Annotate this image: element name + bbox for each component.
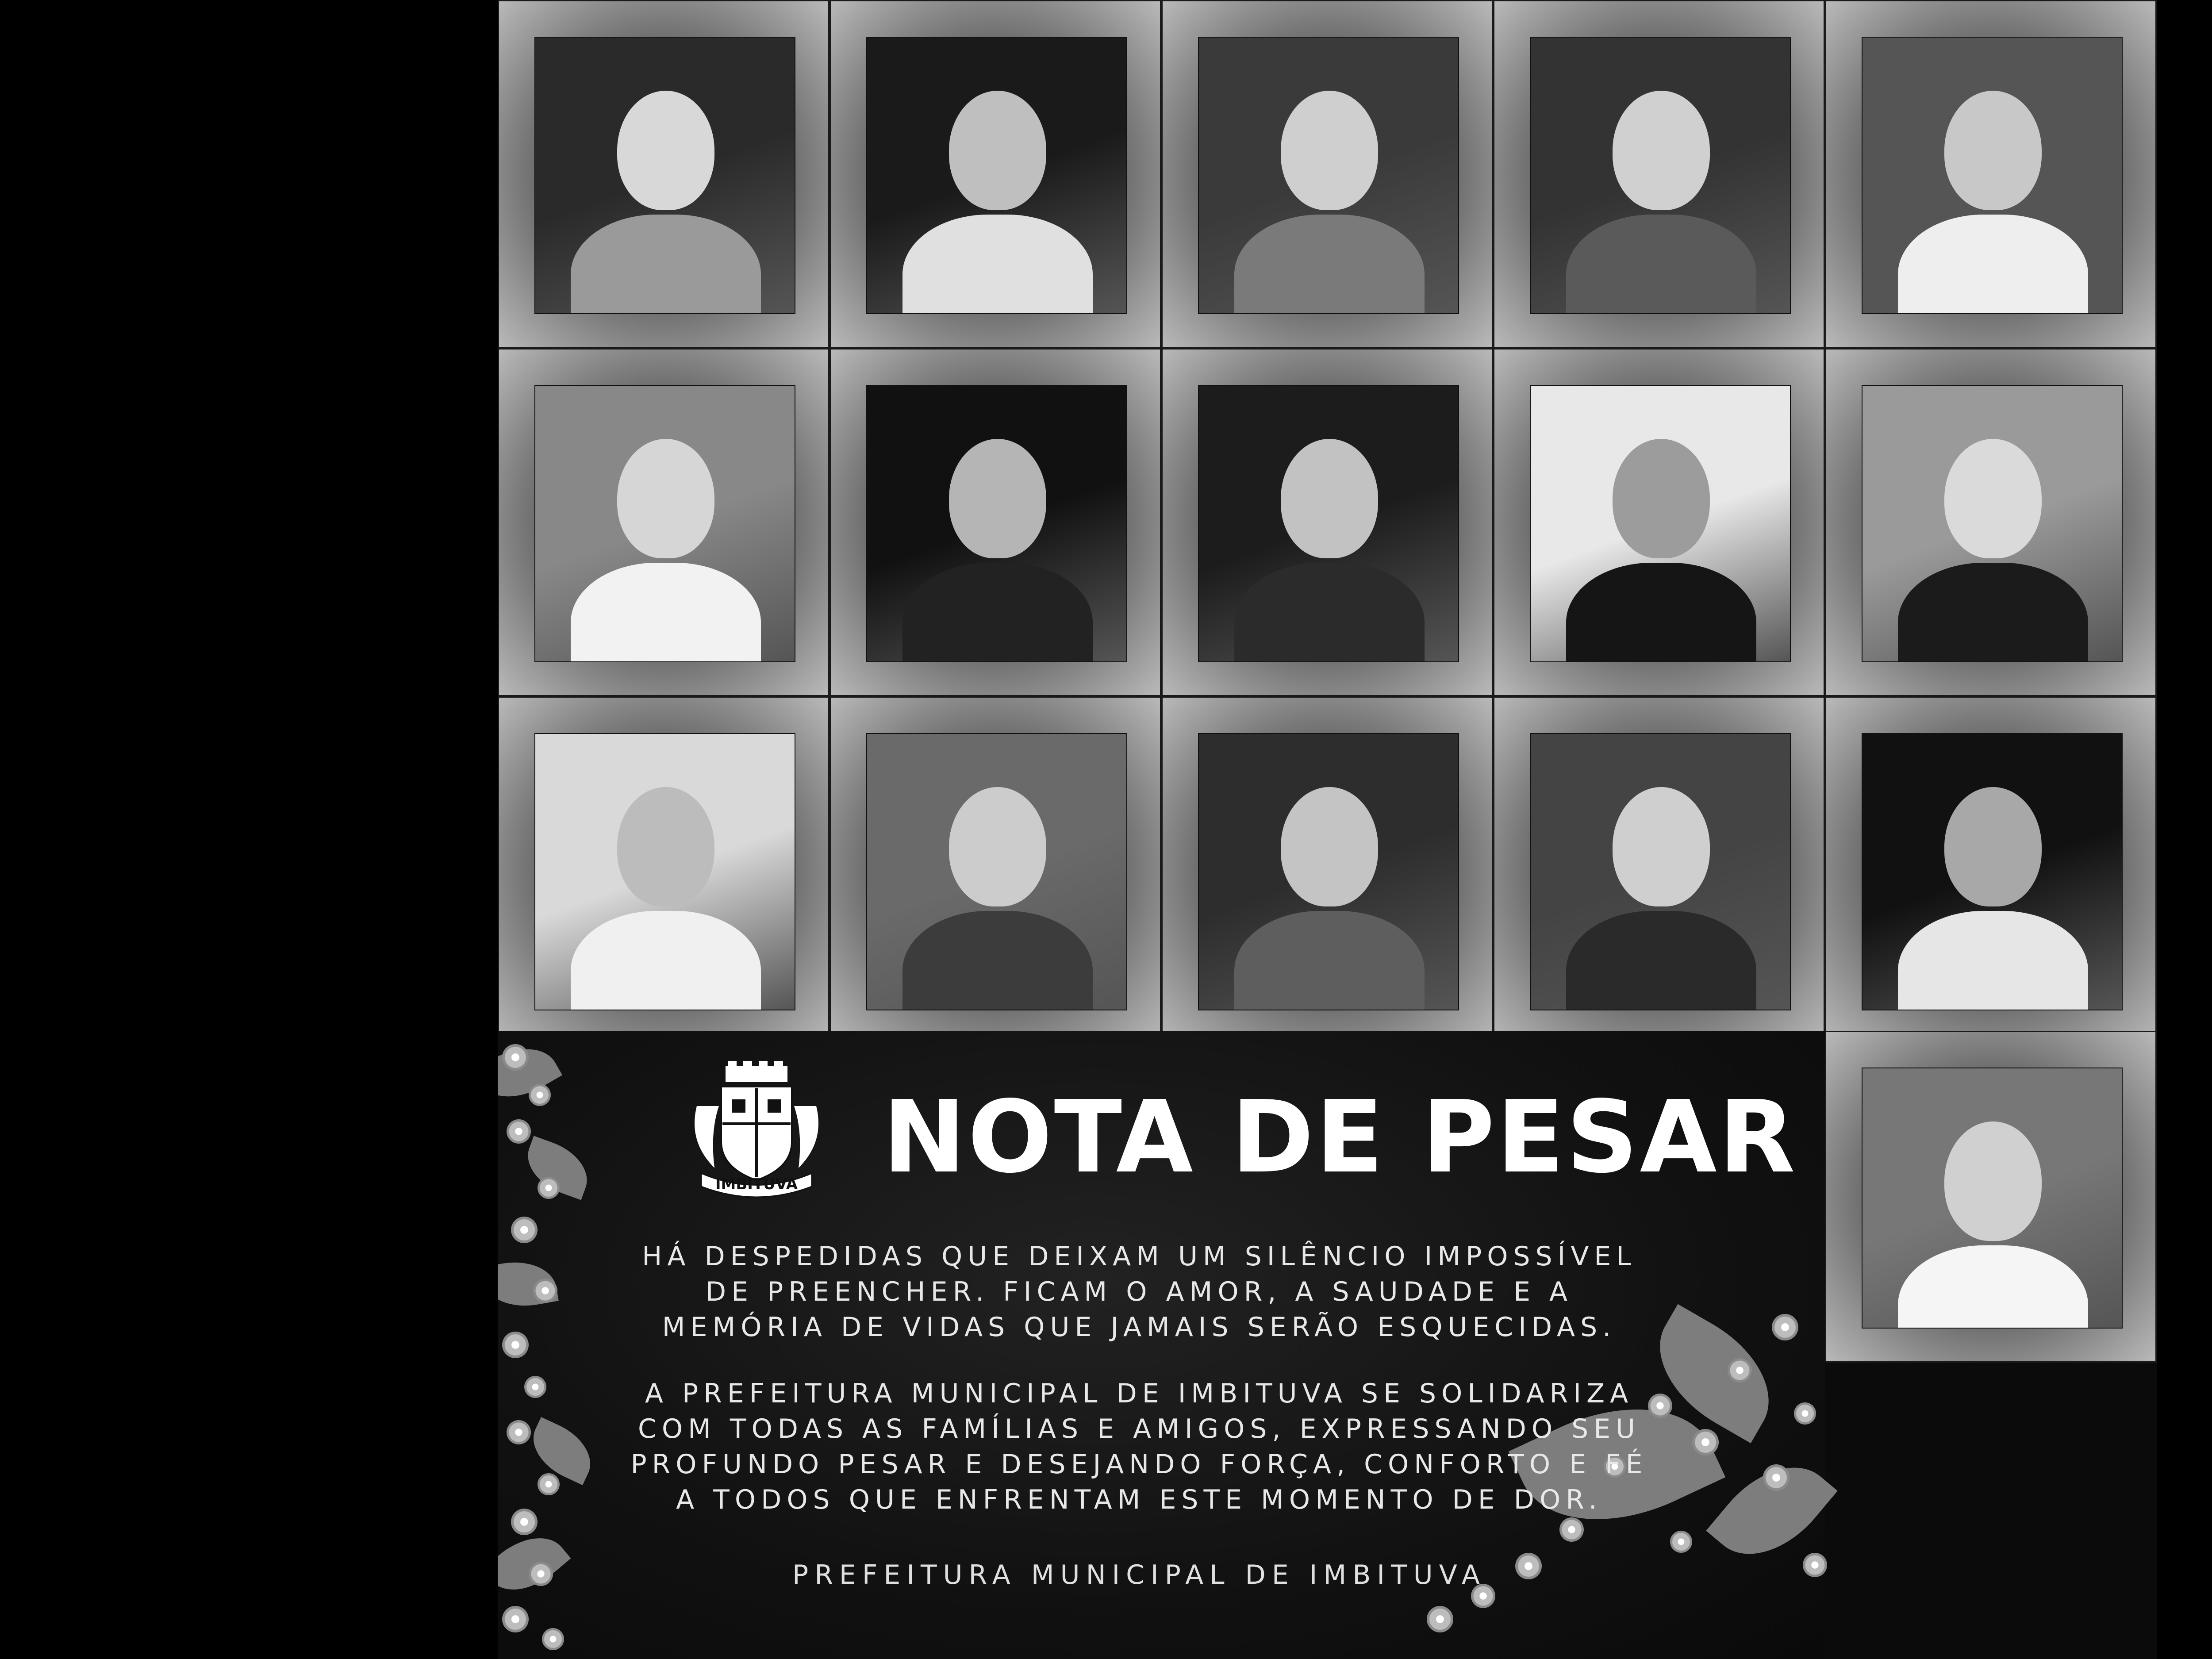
memorial-photo xyxy=(1530,733,1791,1010)
photo-frame xyxy=(498,348,830,696)
photo-frame xyxy=(830,0,1161,348)
memorial-photo xyxy=(534,385,795,662)
memorial-photo xyxy=(1862,733,2123,1010)
photo-frame xyxy=(830,348,1161,696)
memorial-photo xyxy=(1862,385,2123,662)
photo-frame xyxy=(1825,0,2157,348)
memorial-photo xyxy=(1198,385,1459,662)
memorial-photo xyxy=(534,733,795,1010)
photo-frame xyxy=(830,696,1161,1045)
photo-frame xyxy=(1161,0,1493,348)
memorial-poster xyxy=(498,0,2157,1659)
memorial-photo xyxy=(1862,1068,2123,1329)
crest-text: IMBITUVA xyxy=(715,1175,798,1193)
photo-frame xyxy=(1825,348,2157,696)
photo-frame xyxy=(1493,696,1825,1045)
memorial-photo xyxy=(1198,733,1459,1010)
photo-frame xyxy=(1493,348,1825,696)
photo-frame xyxy=(1825,1031,2157,1363)
photo-frame xyxy=(498,696,830,1045)
imbituva-crest-logo xyxy=(684,1057,830,1203)
memorial-photo xyxy=(1862,37,2123,314)
condolence-paragraph-2: A PREFEITURA MUNICIPAL DE IMBITUVA SE SOLIDARIZA COM TODAS AS FAMÍLIAS E AMIGOS, EXPRESSANDO SEU PROFUNDO PESAR E DESEJANDO FORÇA, CONFORTO E FÉ A TODOS QUE ENFRENTAM ESTE MOMENTO DE DOR. xyxy=(630,1378,1648,1515)
page-title: NOTA DE PESAR xyxy=(883,1079,1797,1195)
photo-frame xyxy=(498,0,830,348)
signature: PREFEITURA MUNICIPAL DE IMBITUVA xyxy=(792,1559,1486,1590)
memorial-photo xyxy=(1530,37,1791,314)
photo-frame xyxy=(1825,696,2157,1045)
memorial-photo xyxy=(534,37,795,314)
photo-frame xyxy=(1161,696,1493,1045)
memorial-photo xyxy=(1530,385,1791,662)
memorial-photo xyxy=(1198,37,1459,314)
photo-frame xyxy=(1161,348,1493,696)
condolence-paragraph-1: HÁ DESPEDIDAS QUE DEIXAM UM SILÊNCIO IMPOSSÍVEL DE PREENCHER. FICAM O AMOR, A SAUDADE E A MEMÓRIA DE VIDAS QUE JAMAIS SERÃO ESQUECIDAS. xyxy=(642,1241,1636,1343)
message-panel xyxy=(498,1031,1825,1659)
memorial-photo xyxy=(866,733,1127,1010)
memorial-photo xyxy=(866,385,1127,662)
memorial-photo xyxy=(866,37,1127,314)
photo-frame xyxy=(1493,0,1825,348)
